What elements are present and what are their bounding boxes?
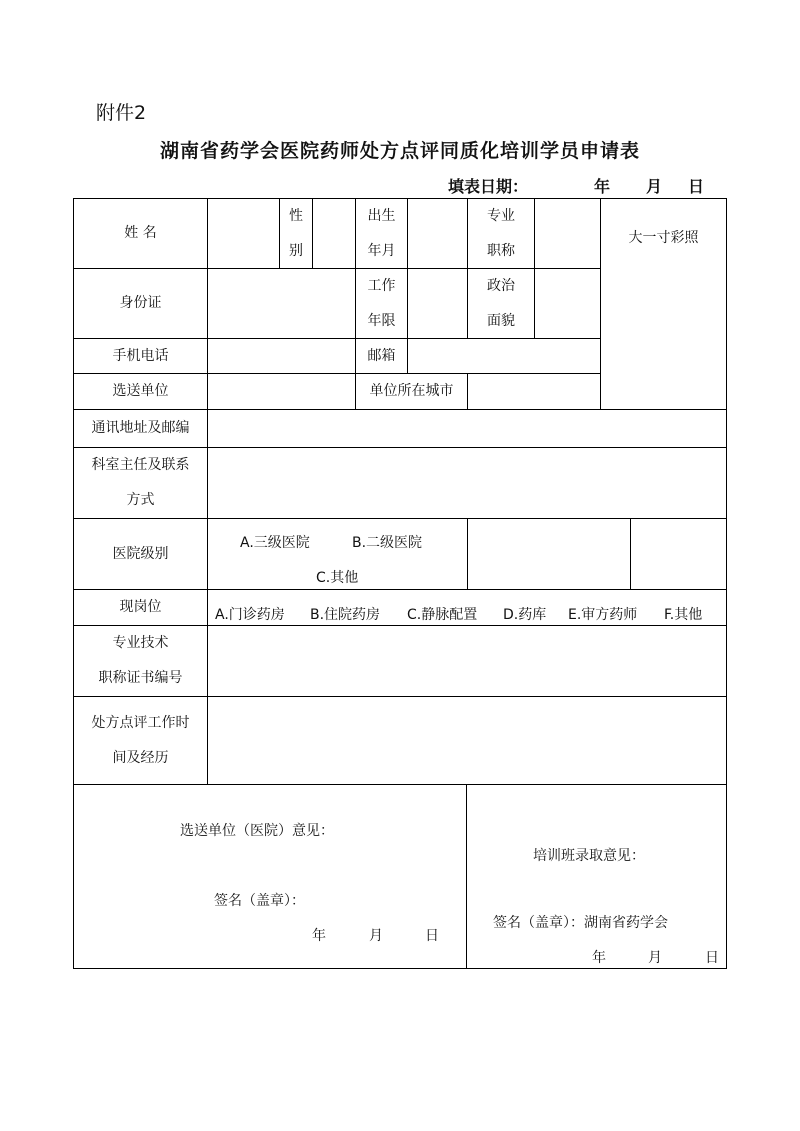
fill-date-day: 日 [688, 177, 705, 196]
label-hospital-level: 医院级别 [112, 545, 169, 562]
training-opinion-year: 年 [592, 950, 606, 966]
label-exp-line1: 处方点评工作时 [91, 714, 190, 731]
table-line [407, 198, 408, 373]
attachment-label: 附件2 [96, 102, 147, 124]
form-title: 湖南省药学会医院药师处方点评同质化培训学员申请表 [159, 140, 640, 162]
table-line [312, 198, 313, 268]
label-current-post: 现岗位 [119, 599, 162, 615]
table-line [630, 518, 631, 589]
unit-opinion-sign: 签名（盖章）： [214, 893, 305, 909]
table-line [466, 784, 467, 968]
label-cert-line1: 专业技术 [112, 635, 169, 651]
table-line [726, 198, 727, 969]
label-director-line1: 科室主任及联系 [91, 457, 190, 473]
table-line [73, 968, 727, 969]
label-work-line1: 工作 [367, 277, 396, 294]
label-address: 通讯地址及邮编 [91, 420, 190, 436]
unit-opinion-day: 日 [425, 928, 439, 944]
label-gender-line1: 性 [289, 207, 303, 224]
label-experience [74, 697, 207, 784]
label-email: 邮箱 [367, 347, 396, 364]
table-line [467, 518, 468, 589]
label-phone: 手机电话 [112, 347, 169, 364]
option-post-a[interactable]: A.门诊药房 [215, 607, 285, 623]
training-opinion-month: 月 [648, 950, 662, 966]
label-politics-line1: 政治 [487, 277, 515, 294]
label-title-line2: 职称 [487, 242, 515, 259]
label-id-card: 身份证 [119, 295, 162, 311]
label-birth-line1: 出生 [367, 207, 396, 224]
label-certificate [74, 626, 207, 696]
option-post-f[interactable]: F.其他 [664, 607, 703, 623]
label-title [468, 199, 534, 268]
training-opinion-sign: 签名（盖章）：湖南省药学会 [493, 915, 668, 931]
table-line [73, 784, 727, 785]
unit-opinion-title: 选送单位（医院）意见： [180, 823, 334, 839]
option-level-a[interactable]: A.三级医院 [240, 535, 310, 551]
label-title-line1: 专业 [487, 207, 515, 224]
unit-opinion-year: 年 [312, 928, 326, 944]
label-gender [280, 199, 312, 268]
option-level-b[interactable]: B.二级医院 [352, 535, 423, 551]
fill-date-year: 年 [594, 177, 611, 196]
fill-date [448, 174, 718, 198]
label-director-line2: 方式 [126, 492, 155, 508]
label-unit-city: 单位所在城市 [369, 383, 454, 399]
table-line [207, 198, 208, 784]
label-director [74, 448, 207, 518]
table-line [534, 198, 535, 338]
option-post-d[interactable]: D.药库 [503, 607, 547, 623]
option-post-b[interactable]: B.住院药房 [310, 607, 381, 623]
label-politics [468, 269, 534, 338]
training-opinion-title: 培训班录取意见： [533, 848, 645, 864]
label-birth-line2: 年月 [367, 242, 396, 259]
option-level-c[interactable]: C.其他 [316, 570, 359, 586]
label-name: 姓 名 [124, 225, 157, 241]
label-work-years [356, 269, 407, 338]
table-line [467, 373, 468, 409]
label-exp-line2: 间及经历 [112, 749, 169, 766]
label-cert-line2: 职称证书编号 [98, 670, 183, 686]
unit-opinion-month: 月 [369, 928, 383, 944]
label-politics-line2: 面貌 [487, 312, 515, 329]
label-birth [356, 199, 407, 268]
label-gender-line2: 别 [289, 242, 303, 259]
label-work-line2: 年限 [367, 312, 396, 329]
fill-date-month: 月 [646, 177, 663, 196]
option-post-e[interactable]: E.审方药师 [568, 607, 638, 623]
photo-placeholder: 大一寸彩照 [628, 230, 699, 246]
training-opinion-day: 日 [705, 950, 719, 966]
option-post-c[interactable]: C.静脉配置 [407, 607, 478, 623]
fill-date-label: 填表日期： [448, 177, 529, 196]
label-unit: 选送单位 [112, 383, 169, 399]
